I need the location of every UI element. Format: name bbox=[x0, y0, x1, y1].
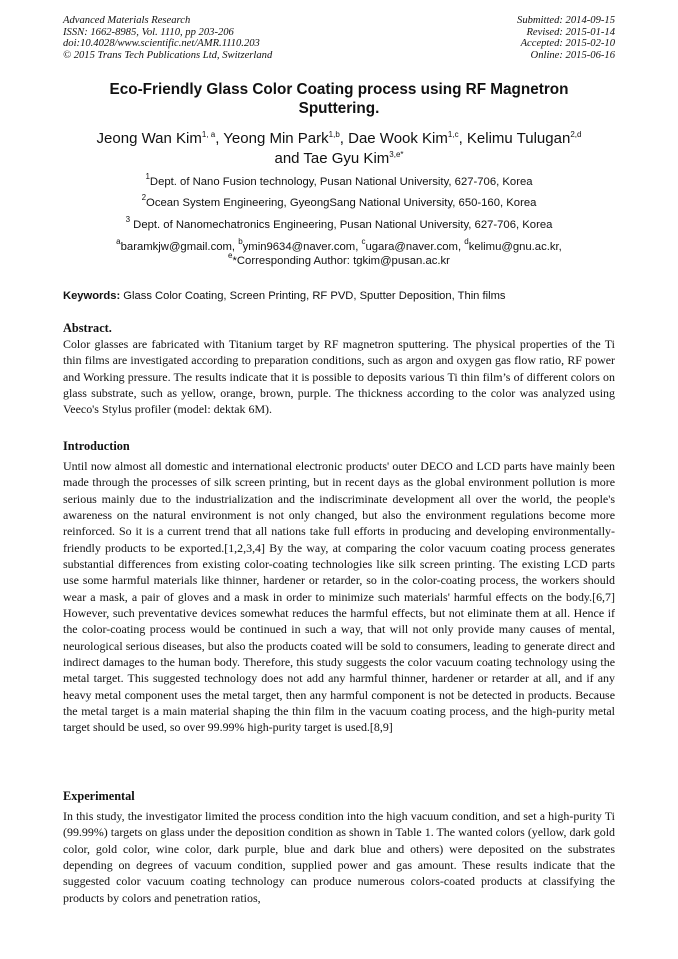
author-affiliation-mark: 2,d bbox=[570, 130, 582, 139]
email-text: ymin9634@naver.com, bbox=[242, 241, 362, 253]
affiliation-mark: 1 bbox=[145, 172, 150, 181]
abstract-heading: Abstract. bbox=[63, 321, 112, 335]
author-separator: , bbox=[458, 130, 467, 147]
author-line-1 bbox=[63, 129, 615, 149]
introduction-body: Until now almost all domestic and international electronic products' outer DECO and LCD parts have mainly been made through the processes of silk screen printing, but in recent days as the global environment pollution is more serious mainly due to the industrialization and the indiscriminate development all over the world, the people's awareness on the natural environment is not only changed, but also the environment regulations become more reinforced. So it is a current trend that all nations take full efforts in producing and developing environmentally-friendly products to be exported.[1,2,3,4] By the way, at comparing the color vacuum coating process generates substantial differences from existing color-coating technologies like silk screen printing. The existing LCD parts use some harmful materials like thinner, hardener or retarder, so in the color-coating process, the workers should wear a mask, a pair of gloves and a mask in order to minimize such materials' harmful effects on the body.[6,7] However, such preventative devices somewhat reduces the harmful effects, but not eliminate them at all. Hence if the color-coating process would be continued in such a way, that will not only provide many causes of mental, neurological serious diseases, but also the products coated will be sold to consumers, leading to generate direct and indirect damages to the human body. Therefore, this study suggests the color vacuum coating technology using the metal target. This suggested technology does not add any harmful thinner, hardener or retarder at all, and if any heavy metal component uses the metal target, then any harmful component is not be detected in products. Because the metal target is a main material shaping the thin film in the vacuum coating process, and the high-purity metal target should be used, so over 99.99% high-purity target is used.[8,9] bbox=[63, 459, 615, 735]
author-separator: , bbox=[215, 130, 224, 147]
journal-copyright: © 2015 Trans Tech Publications Ltd, Switzerland bbox=[63, 49, 273, 61]
author-name: Yeong Min Park bbox=[223, 130, 329, 147]
affiliation-text: Ocean System Engineering, GyeongSang National University, 650-160, Korea bbox=[146, 197, 537, 209]
keywords-text: Glass Color Coating, Screen Printing, RF PVD, Sputter Deposition, Thin films bbox=[120, 290, 506, 302]
author-separator: , bbox=[339, 130, 349, 147]
date-submitted: Submitted: 2014-09-15 bbox=[517, 15, 615, 26]
affiliation-mark: 3 bbox=[125, 215, 131, 224]
email-mark: b bbox=[238, 237, 243, 246]
journal-info bbox=[63, 15, 272, 61]
affiliation-text: Dept. of Nano Fusion technology, Pusan National University, 627-706, Korea bbox=[149, 176, 533, 188]
author-list bbox=[63, 129, 615, 169]
author-affiliation-mark: 1, a bbox=[201, 130, 216, 139]
journal-doi: doi:10.4028/www.scientific.net/AMR.1110.203 bbox=[63, 38, 260, 50]
title-line-1: Eco-Friendly Glass Color Coating process using RF Magnetron bbox=[109, 81, 569, 98]
affiliation-3 bbox=[63, 215, 615, 232]
author-name: Dae Wook Kim bbox=[348, 130, 448, 147]
keywords-label: Keywords: bbox=[63, 290, 121, 302]
title-line-2: Sputtering. bbox=[298, 100, 380, 117]
abstract-body: Color glasses are fabricated with Titanium target by RF magnetron sputtering. The physical properties of the Ti thin films are investigated according to preparation conditions, such as argon and oxygen gas flow ratio, RF power and Working pressure. The results indicate that it is possible to deposits various Ti thin film’s of different colors on glass substrate, such as yellow, orange, brown, purple. The thickness according to the color was analyzed using Veeco's Stylus profiler (model: dektak 6M). bbox=[63, 337, 615, 417]
date-accepted: Accepted: 2015-02-10 bbox=[520, 38, 615, 50]
date-online: Online: 2015-06-16 bbox=[530, 49, 615, 61]
keywords bbox=[63, 289, 623, 303]
author-line-2 bbox=[63, 149, 615, 169]
paper-title bbox=[63, 80, 615, 118]
introduction-heading: Introduction bbox=[63, 439, 130, 453]
journal-name: Advanced Materials Research bbox=[63, 15, 191, 26]
email-mark: a bbox=[116, 237, 121, 246]
email-mark: c bbox=[361, 237, 366, 246]
affiliation-text: Dept. of Nanomechatronics Engineering, Pusan National University, 627-706, Korea bbox=[130, 219, 553, 231]
publication-dates bbox=[517, 15, 615, 61]
author-emails bbox=[63, 237, 615, 254]
email-text: baramkjw@gmail.com, bbox=[120, 241, 239, 253]
email-mark: d bbox=[464, 237, 469, 246]
email-mark: e bbox=[228, 251, 233, 260]
affiliation-mark: 2 bbox=[141, 193, 147, 202]
affiliation-1 bbox=[63, 172, 615, 189]
experimental-body: In this study, the investigator limited the process condition into the high vacuum condition, and set a high-purity Ti (99.99%) targets on glass under the deposition condition as shown in Table 1. The wanted colors (yellow, dark gold color, gold color, wine color, dark purple, blue and dark blue and others) were deposited on the substrates depending on degrees of vacuum condition, supplied power and gas amount. These results indicate that the suggested color vacuum coating technology can produce numerous colors-coated products at classifying the products by colors and penetration ratios, bbox=[63, 809, 615, 905]
author-affiliation-mark: 1,b bbox=[328, 130, 340, 139]
corresponding-author bbox=[63, 251, 615, 268]
author-name: and Tae Gyu Kim bbox=[274, 150, 390, 167]
journal-issn: ISSN: 1662-8985, Vol. 1110, pp 203-206 bbox=[63, 26, 234, 38]
affiliation-2 bbox=[63, 193, 615, 210]
email-text: ugara@naver.com, bbox=[365, 241, 465, 253]
experimental-heading: Experimental bbox=[63, 789, 135, 803]
author-name: Jeong Wan Kim bbox=[96, 130, 202, 147]
author-affiliation-mark: 1,c bbox=[447, 130, 459, 139]
author-name: Kelimu Tulugan bbox=[466, 130, 571, 147]
corresponding-text: *Corresponding Author: tgkim@pusan.ac.kr bbox=[232, 255, 450, 267]
email-text: kelimu@gnu.ac.kr, bbox=[468, 241, 562, 253]
date-revised: Revised: 2015-01-14 bbox=[526, 26, 615, 38]
author-affiliation-mark: 3,e* bbox=[389, 150, 404, 159]
